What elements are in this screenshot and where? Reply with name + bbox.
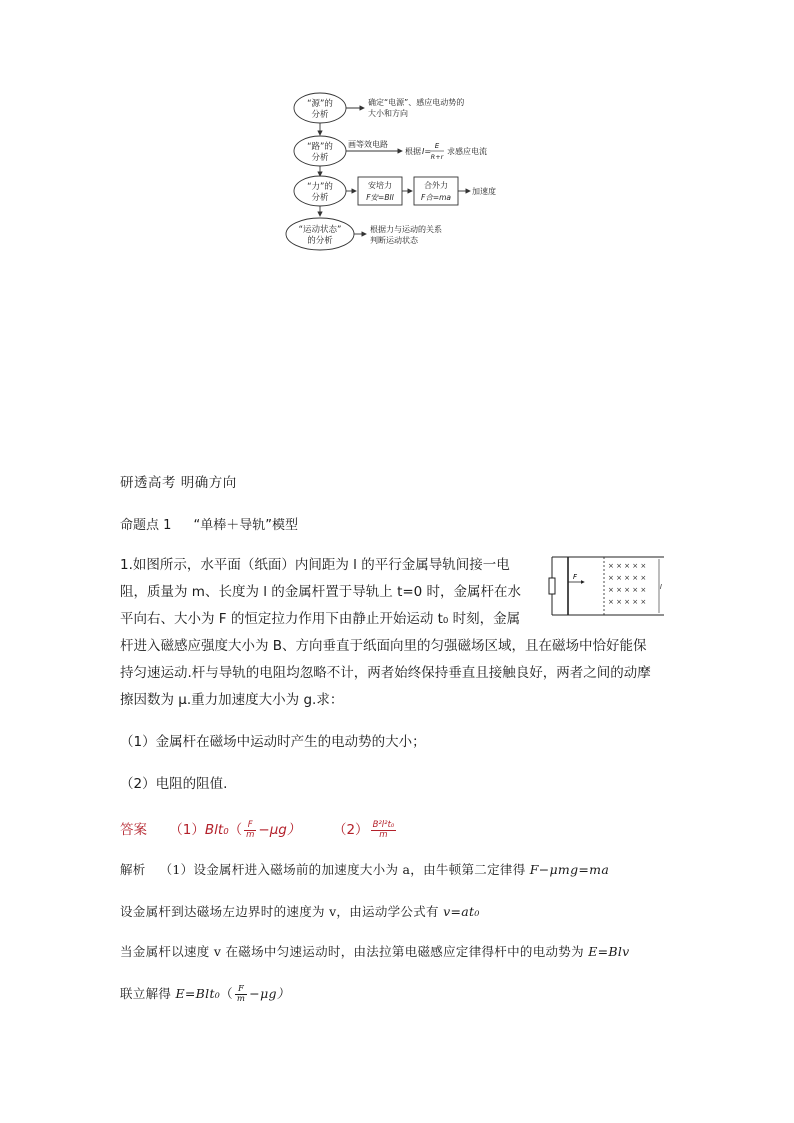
svg-text:× × × × ×: × × × × × (608, 598, 647, 606)
answer-1-fraction: $\frac{F}{m}$ (246, 819, 255, 840)
topic-label: 命题点 1 (120, 518, 172, 533)
width-label: l (660, 584, 662, 591)
problem-line-3: 平向右、大小为 F 的恒定拉力作用下由静止开始运动 t₀ 时刻，金属 (120, 611, 521, 627)
solution-label: 解析 (120, 862, 146, 877)
problem-line-4: 杆进入磁感应强度大小为 B、方向垂直于纸面向里的匀强磁场区域，且在磁场中恰好能保 (120, 638, 647, 654)
net-force-formula: F合=ma (421, 193, 451, 202)
solution-line-4: 联立解得 E=Blt₀（ $\frac{F}{m}$ −μg） (120, 984, 290, 1004)
analysis-flowchart (280, 88, 520, 258)
motion-result-line1: 根据力与运动的关系 (370, 225, 442, 234)
solution-line-1: 解析 （1）设金属杆进入磁场前的加速度大小为 a，由牛顿第二定律得 F−μmg=ma (120, 862, 610, 877)
problem-line-6: 擦因数为 μ.重力加速度大小为 g.求： (120, 692, 344, 708)
svg-text:× × × × ×: × × × × × (608, 586, 647, 594)
problem-line-5: 持匀速运动.杆与导轨的电阻均忽略不计，两者始终保持垂直且接触良好，两者之间的动摩 (120, 665, 651, 681)
svg-text:× × × × ×: × × × × × (608, 574, 647, 582)
flow-node-motion (286, 218, 354, 250)
svg-text:“力”的: “力”的 (307, 182, 333, 192)
solution-line-3: 当金属杆以速度 v 在磁场中匀速运动时，由法拉第电磁感应定律得杆中的电动势为 E=Blv (120, 944, 630, 959)
problem-line-1: 1.如图所示，水平面（纸面）内间距为 l 的平行金属导轨间接一电 (120, 557, 510, 573)
motion-result-line2: 判断运动状态 (370, 236, 418, 245)
svg-text:“路”的: “路”的 (307, 142, 333, 152)
rail-magnetic-field-figure (546, 554, 666, 618)
flow-node-source (294, 93, 346, 123)
svg-text:分析: 分析 (311, 153, 329, 163)
source-result-line2: 大小和方向 (368, 109, 408, 118)
net-force-label: 合外力 (424, 181, 448, 190)
source-result-line1: 确定“电源”、感应电动势的 (368, 98, 465, 107)
ampere-force-formula: F安=BIl (366, 193, 394, 202)
force-result: 加速度 (472, 187, 496, 196)
svg-text:× × × × ×: × × × × × (608, 562, 647, 570)
circuit-step: 画等效电路 (348, 140, 388, 149)
svg-text:分析: 分析 (311, 193, 329, 203)
question-1: （1）金属杆在磁场中运动时产生的电动势的大小； (120, 734, 426, 750)
svg-text:E: E (434, 142, 440, 150)
magnetic-field-crosses (608, 562, 646, 606)
topic-line (120, 514, 298, 533)
svg-text:分析: 分析 (311, 110, 329, 120)
question-2: （2）电阻的阻值. (120, 776, 228, 792)
flow-node-force (294, 176, 346, 206)
answer-line: 答案 （1）Blt₀（ $\frac{F}{m}$ −μg） （2） $\frac{\text{B²l²t₀}}{m}$ (120, 819, 395, 840)
svg-text:R+r: R+r (430, 153, 444, 161)
solution-line-2: 设金属杆到达磁场左边界时的速度为 v，由运动学公式有 v=at₀ (120, 904, 480, 919)
answer-label: 答案 (120, 822, 147, 838)
svg-text:“源”的: “源”的 (307, 99, 333, 109)
answer-2-fraction: $\frac{\text{B²l²t₀}}{m}$ (372, 819, 395, 840)
section-heading: 研透高考 明确方向 (120, 475, 237, 491)
circuit-result-prefix: 根据 (405, 147, 421, 156)
resistor (549, 578, 555, 594)
problem-line-2: 阻，质量为 m、长度为 l 的金属杆置于导轨上 t=0 时，金属杆在水 (120, 584, 522, 600)
ampere-force-label: 安培力 (368, 181, 392, 190)
force-label: F (573, 573, 578, 581)
flow-node-circuit (294, 136, 346, 166)
svg-text:的分析: 的分析 (307, 236, 333, 246)
svg-text:I=: I= (422, 147, 432, 156)
circuit-result-suffix: 求感应电流 (447, 147, 487, 156)
topic-title: “单棒＋导轨”模型 (193, 518, 299, 533)
answer-1-expr: Blt₀ (204, 822, 229, 838)
svg-text:“运动状态”: “运动状态” (298, 225, 342, 235)
